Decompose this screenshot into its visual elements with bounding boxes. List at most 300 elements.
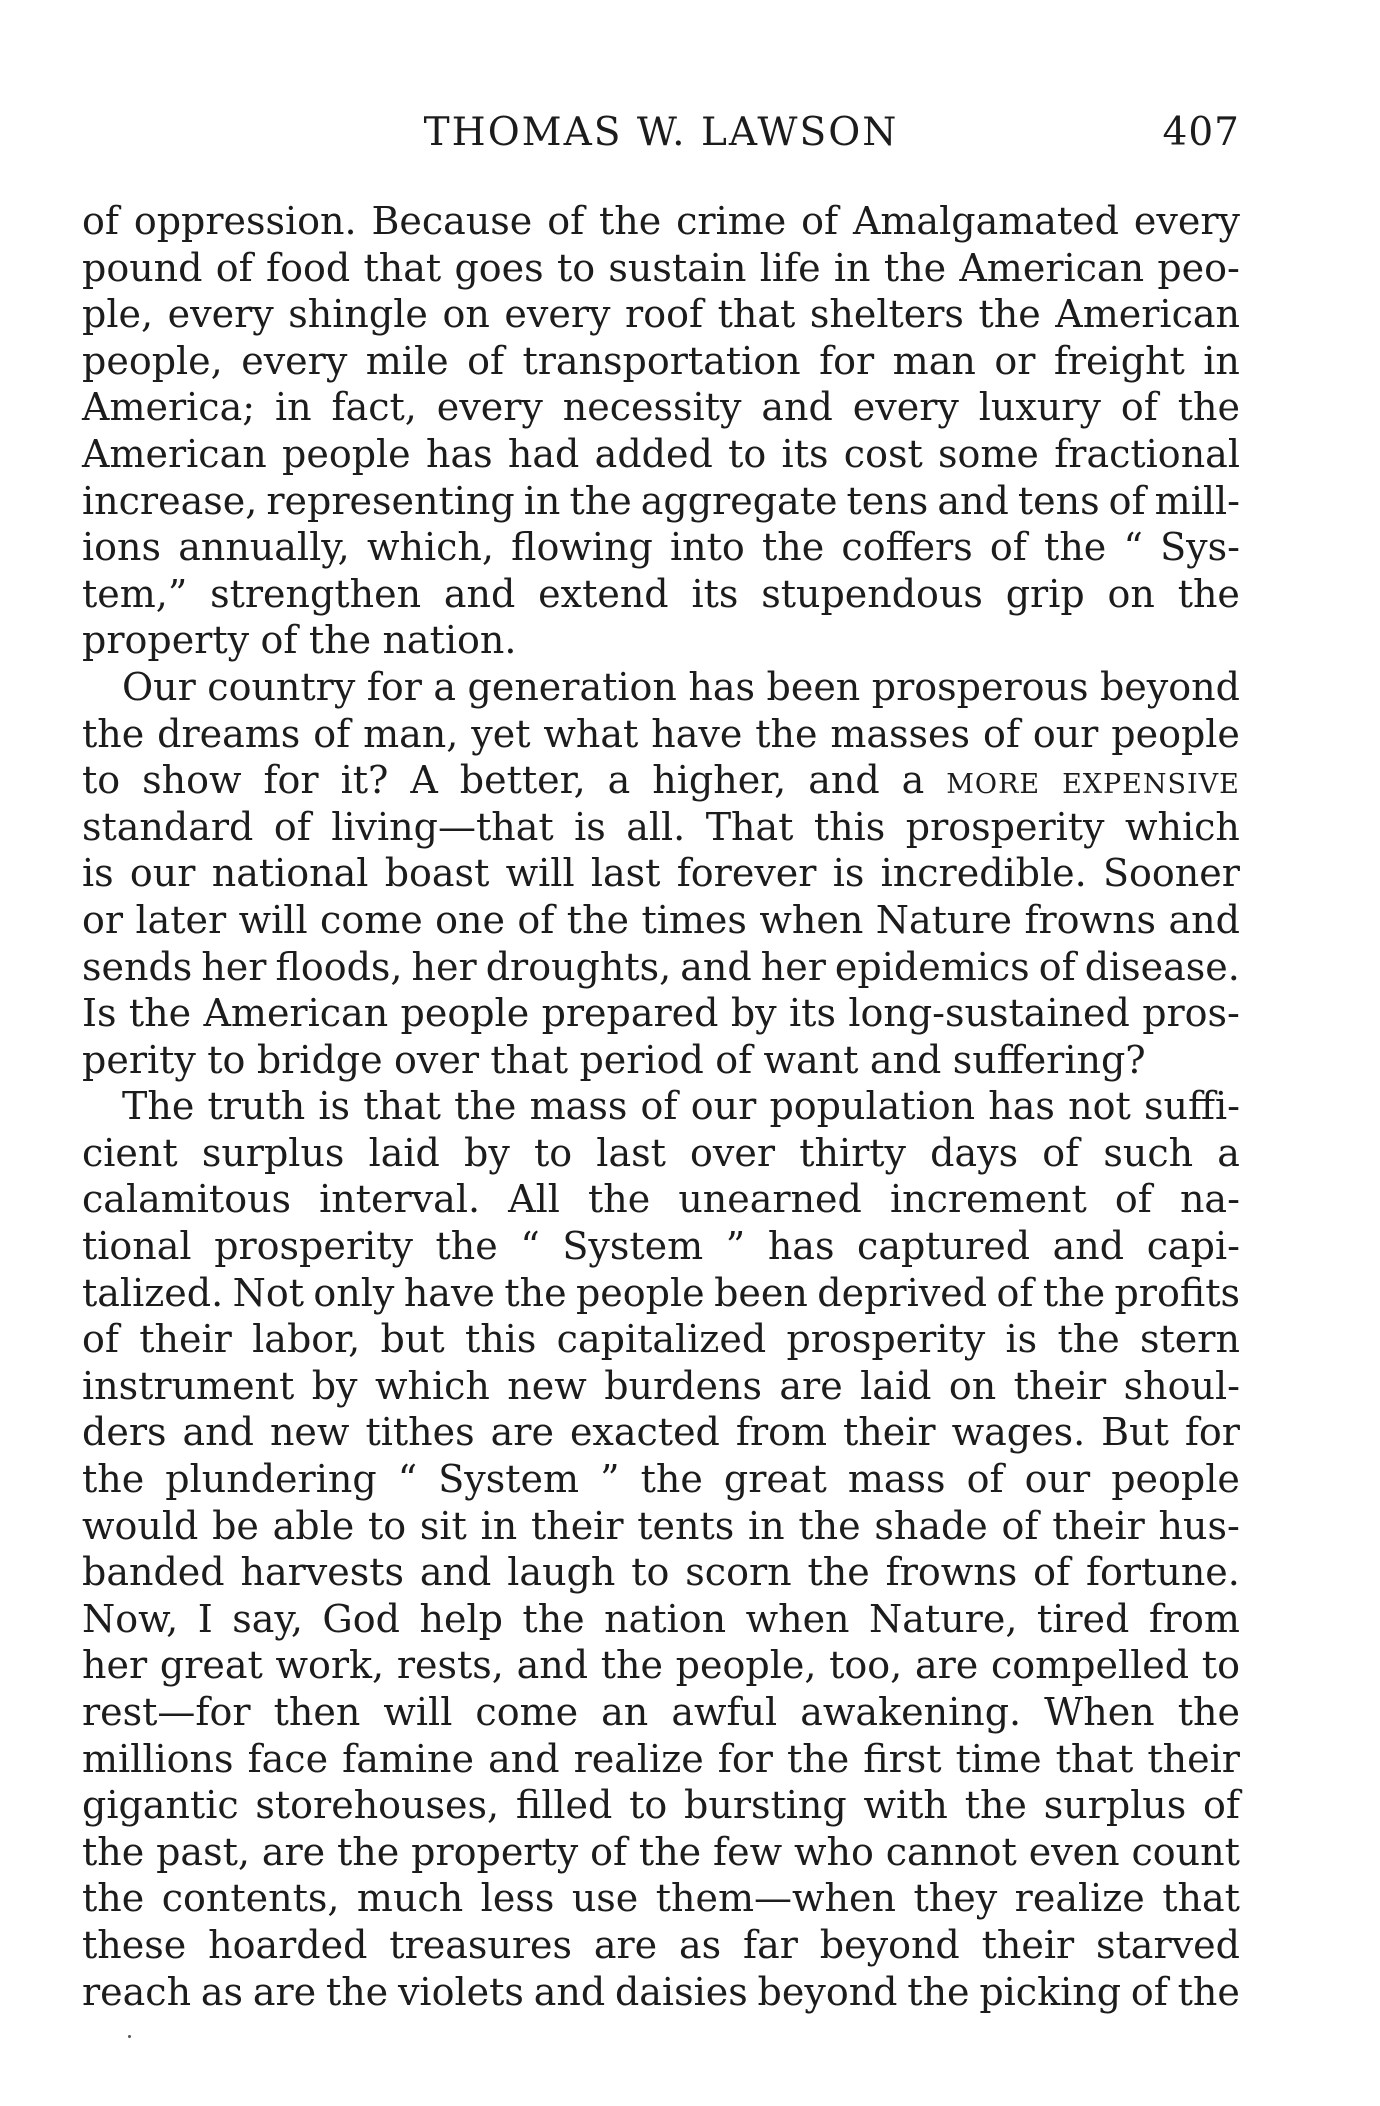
- word: crime: [676, 199, 787, 243]
- word: of: [1042, 1130, 1080, 1175]
- text-line: [82, 711, 1240, 758]
- word: long-sustained: [848, 991, 1130, 1036]
- word: American: [1055, 292, 1240, 337]
- word: of: [313, 711, 351, 756]
- text-line: [82, 1875, 1240, 1922]
- word: the: [638, 1829, 702, 1874]
- word: the: [337, 1829, 400, 1874]
- word: starved: [1096, 1922, 1240, 1967]
- word: have: [403, 1270, 495, 1315]
- word: bridge: [256, 1037, 383, 1082]
- word: profits: [1114, 1270, 1240, 1315]
- text-line: [82, 617, 1240, 664]
- word: people: [400, 991, 530, 1036]
- word: exacted: [569, 1410, 720, 1455]
- word: of: [82, 1317, 119, 1362]
- word: and: [869, 1037, 942, 1082]
- word: realize: [573, 1736, 704, 1781]
- word: of: [1108, 478, 1146, 523]
- word: say,: [232, 1596, 303, 1641]
- word: tired: [1036, 1596, 1130, 1641]
- word: of: [1203, 1783, 1240, 1828]
- word: period: [579, 1037, 704, 1082]
- word: not: [1068, 1084, 1131, 1129]
- text-line: [82, 990, 1240, 1037]
- word: more: [946, 758, 1041, 803]
- word: the: [807, 1550, 870, 1595]
- word: every: [852, 385, 959, 430]
- word: deprived: [817, 1270, 988, 1315]
- word: flowing: [511, 525, 653, 570]
- word: later: [135, 897, 227, 942]
- word: in: [833, 245, 871, 290]
- word: millions: [82, 1736, 234, 1781]
- word: stupendous: [761, 571, 983, 616]
- text-line: [82, 1736, 1240, 1783]
- word: suffering?: [952, 1037, 1146, 1082]
- word: our: [129, 851, 196, 896]
- word: first: [863, 1736, 942, 1781]
- word: the: [1177, 385, 1240, 430]
- word: last: [590, 851, 661, 896]
- word: All: [508, 1177, 560, 1222]
- word: frowns: [885, 1550, 1018, 1595]
- word: her: [82, 1643, 148, 1688]
- word: and: [443, 571, 516, 616]
- word: great: [723, 1457, 827, 1502]
- word: ”: [725, 1224, 746, 1269]
- word: of: [715, 1037, 753, 1082]
- word: to: [533, 1130, 573, 1175]
- text-line: [82, 1549, 1240, 1596]
- word: over: [394, 1037, 479, 1082]
- word: the: [907, 1969, 970, 2014]
- text-line: [82, 1083, 1240, 1130]
- word: and: [488, 1736, 560, 1781]
- word: frowns: [1024, 897, 1157, 942]
- word: a: [433, 664, 457, 709]
- word: fact,: [331, 385, 417, 430]
- word: on: [948, 1363, 997, 1408]
- word: surplus: [201, 1130, 345, 1175]
- word: beyond: [819, 1922, 960, 1967]
- word: and: [808, 758, 880, 803]
- word: perity: [82, 1037, 196, 1082]
- word: are: [914, 1643, 979, 1688]
- word: picking: [979, 1969, 1122, 2014]
- word: of: [966, 1457, 1004, 1502]
- word: the: [522, 1596, 585, 1641]
- word: captured: [857, 1224, 1031, 1269]
- text-line: [82, 1782, 1240, 1829]
- word: harvests: [240, 1550, 405, 1595]
- word: that: [363, 245, 442, 290]
- word: droughts,: [485, 944, 672, 989]
- word: the: [1177, 1690, 1240, 1734]
- word: the: [569, 478, 632, 523]
- word: epidemics: [834, 944, 1030, 989]
- word: their: [530, 1503, 624, 1548]
- word: face: [247, 1736, 329, 1781]
- word: The: [122, 1084, 195, 1129]
- word: to: [556, 245, 596, 290]
- text-line: [82, 757, 1240, 804]
- word: mass: [529, 1084, 628, 1129]
- word: and: [533, 1969, 606, 2014]
- word: every: [504, 292, 611, 337]
- word: their: [843, 1410, 936, 1455]
- word: they: [913, 1876, 998, 1921]
- word: the: [325, 1969, 389, 2014]
- word: population: [769, 1084, 976, 1129]
- word: American: [959, 245, 1145, 290]
- word: and: [680, 944, 752, 989]
- word: bursting: [684, 1783, 847, 1828]
- word: scorn: [685, 1550, 792, 1595]
- word: is: [574, 804, 606, 849]
- word: food: [266, 245, 351, 290]
- word: ions: [82, 525, 162, 570]
- word: mass: [847, 1457, 946, 1502]
- word: what: [543, 711, 639, 756]
- word: cannot: [885, 1829, 1017, 1874]
- paragraph: [82, 198, 1240, 664]
- word: contents,: [161, 1876, 340, 1921]
- word: of: [82, 199, 119, 243]
- word: a: [1217, 1130, 1240, 1175]
- word: the: [82, 1876, 145, 1921]
- word: would: [82, 1503, 199, 1548]
- word: are: [593, 1922, 658, 1967]
- word: the: [1177, 571, 1240, 616]
- word: necessity: [562, 385, 742, 430]
- word: of: [640, 1084, 678, 1129]
- word: the: [588, 1177, 651, 1222]
- text-line: [82, 1503, 1240, 1550]
- word: far: [743, 1922, 798, 1967]
- word: is: [832, 851, 865, 896]
- word: the: [308, 618, 372, 663]
- word: floods,: [275, 944, 403, 989]
- word: Sooner: [1103, 851, 1240, 896]
- word: America;: [82, 385, 256, 430]
- word: Sys-: [1160, 525, 1240, 570]
- word: that: [490, 1037, 569, 1082]
- word: shelters: [809, 292, 964, 337]
- text-line: [82, 291, 1240, 338]
- word: for: [819, 338, 875, 383]
- word: of: [273, 804, 311, 849]
- word: of: [517, 897, 555, 942]
- word: realize: [1014, 1876, 1145, 1921]
- word: national: [211, 851, 369, 896]
- word: come: [475, 1690, 579, 1734]
- text-line: [82, 1176, 1240, 1223]
- word: roof: [625, 292, 704, 337]
- word: man: [892, 338, 976, 383]
- word: who: [794, 1829, 874, 1874]
- word: which,: [366, 525, 494, 570]
- word: over: [690, 1130, 776, 1175]
- word: and: [937, 478, 1009, 523]
- text-line: [82, 384, 1240, 431]
- word: plundering: [165, 1457, 377, 1502]
- word: incredible.: [880, 851, 1087, 896]
- word: of: [982, 711, 1020, 756]
- word: famine: [342, 1736, 474, 1781]
- word: of: [1038, 944, 1076, 989]
- word: prosperous: [871, 664, 1089, 709]
- word: from: [1148, 1596, 1240, 1641]
- word: in: [480, 1503, 518, 1548]
- word: people: [1111, 711, 1240, 756]
- word: life: [759, 245, 821, 290]
- word: as: [200, 1969, 244, 2014]
- word: the: [640, 1457, 703, 1502]
- word: this: [464, 1317, 537, 1362]
- word: wages.: [951, 1410, 1086, 1455]
- word: the: [82, 711, 145, 756]
- word: Nature,: [869, 1596, 1018, 1641]
- text-line: [82, 664, 1240, 711]
- word: the: [435, 1224, 498, 1269]
- word: their: [1052, 1503, 1145, 1548]
- word: the: [599, 199, 662, 243]
- word: gigantic: [82, 1783, 239, 1828]
- word: I: [197, 1596, 213, 1641]
- word: for: [1184, 1410, 1240, 1455]
- word: treasures: [389, 1922, 572, 1967]
- word: such: [1103, 1130, 1194, 1175]
- word: great: [159, 1643, 263, 1688]
- word: better,: [459, 758, 586, 803]
- word: prepared: [541, 991, 719, 1036]
- word: That: [705, 804, 794, 849]
- word: with: [863, 1783, 948, 1828]
- text-line: [82, 1922, 1240, 1969]
- word: capitalized: [556, 1317, 767, 1362]
- word: her: [201, 944, 267, 989]
- word: for: [366, 664, 422, 709]
- word: violets: [397, 1969, 524, 2014]
- word: of: [996, 1270, 1034, 1315]
- word: when: [759, 897, 864, 942]
- word: boast: [384, 851, 490, 896]
- word: Because: [371, 199, 533, 243]
- word: increment: [889, 1177, 1087, 1222]
- word: less: [480, 1876, 555, 1921]
- word: na-: [1179, 1177, 1240, 1222]
- word: Now,: [82, 1596, 179, 1641]
- word: of: [547, 199, 585, 243]
- word: to: [728, 431, 767, 476]
- text-line: [82, 1596, 1240, 1643]
- word: by: [730, 991, 777, 1036]
- word: dreams: [157, 711, 301, 756]
- word: generation: [467, 664, 677, 709]
- word: few: [713, 1829, 783, 1874]
- word: into: [670, 525, 745, 570]
- word: ders: [82, 1410, 167, 1455]
- word: coffers: [841, 525, 973, 570]
- word: shingle: [288, 292, 428, 337]
- word: some: [938, 431, 1039, 476]
- word: of: [467, 338, 505, 383]
- word: stern: [1140, 1317, 1240, 1362]
- word: are: [261, 1829, 326, 1874]
- word: laid: [368, 1130, 440, 1175]
- word: our: [690, 1084, 757, 1129]
- word: has: [988, 1084, 1055, 1129]
- word: rest—for: [82, 1690, 251, 1734]
- word: prosperity: [214, 1224, 413, 1269]
- word: and: [419, 1550, 492, 1595]
- print-speck: [128, 2035, 131, 2038]
- word: people,: [675, 1643, 817, 1688]
- word: of: [1033, 1550, 1071, 1595]
- text-line: [82, 1223, 1240, 1270]
- word: Nature: [875, 897, 1013, 942]
- word: able: [272, 1503, 355, 1548]
- word: to: [1201, 1643, 1240, 1688]
- word: freight: [1053, 338, 1185, 383]
- word: “: [1123, 525, 1143, 570]
- word: sustain: [608, 245, 747, 290]
- text-line: [82, 1642, 1240, 1689]
- word: will: [383, 1690, 453, 1734]
- word: is: [318, 1084, 351, 1129]
- word: time: [955, 1736, 1042, 1781]
- word: people: [282, 431, 411, 476]
- word: every: [241, 338, 348, 383]
- word: prosperity: [905, 804, 1105, 849]
- word: when: [745, 1596, 850, 1641]
- word: storehouses,: [255, 1783, 500, 1828]
- text-line: [82, 198, 1240, 245]
- word: work,: [275, 1643, 385, 1688]
- word: be: [212, 1503, 259, 1548]
- word: a: [607, 758, 631, 803]
- word: then: [273, 1690, 361, 1734]
- word: banded: [82, 1550, 225, 1595]
- word: higher,: [652, 758, 787, 803]
- word: beyond: [757, 1969, 898, 2014]
- word: last: [596, 1130, 666, 1175]
- word: in: [523, 478, 561, 523]
- word: every: [1133, 199, 1240, 243]
- word: and: [761, 385, 833, 430]
- word: prosperity: [786, 1317, 986, 1362]
- word: oppression.: [133, 199, 357, 243]
- word: use: [571, 1876, 639, 1921]
- word: a: [901, 758, 925, 803]
- text-line: [82, 431, 1240, 478]
- text-line: [82, 1689, 1240, 1736]
- word: and: [182, 1410, 254, 1455]
- word: of: [215, 245, 253, 290]
- word: of: [1120, 385, 1158, 430]
- word: which: [374, 1363, 490, 1408]
- word: its: [691, 571, 739, 616]
- word: ”: [600, 1457, 620, 1502]
- word: luxury: [978, 385, 1101, 430]
- word: and: [516, 1643, 589, 1688]
- word: sit: [419, 1503, 467, 1548]
- page-number: 407: [1162, 110, 1240, 155]
- word: people: [575, 1270, 705, 1315]
- word: the: [761, 525, 825, 570]
- word: our: [1032, 711, 1099, 756]
- word: the: [82, 1829, 145, 1874]
- word: the: [82, 1457, 145, 1502]
- word: of: [260, 618, 298, 663]
- word: of: [1114, 1177, 1152, 1222]
- word: mill-: [1154, 478, 1240, 523]
- word: or: [994, 338, 1036, 383]
- word: are: [490, 1410, 554, 1455]
- word: sends: [82, 944, 193, 989]
- word: are: [779, 1363, 843, 1408]
- word: all.: [626, 804, 686, 849]
- word: expensive: [1062, 758, 1240, 803]
- word: yet: [471, 711, 531, 756]
- word: on: [1107, 571, 1155, 616]
- word: tem,”: [82, 571, 188, 616]
- word: laugh: [507, 1550, 616, 1595]
- word: will: [238, 897, 308, 942]
- word: Amalgamated: [852, 199, 1119, 243]
- word: them—when: [655, 1876, 896, 1921]
- word: the: [883, 245, 947, 290]
- word: increase,: [82, 478, 258, 523]
- paragraph: [82, 664, 1240, 1083]
- word: new: [269, 1410, 350, 1455]
- word: tional: [82, 1224, 192, 1269]
- text-line: [82, 571, 1240, 618]
- word: that: [363, 1084, 441, 1129]
- word: disease.: [1084, 944, 1240, 989]
- word: the: [978, 292, 1041, 337]
- word: to: [629, 1783, 668, 1828]
- word: want: [763, 1037, 859, 1082]
- word: which: [1124, 804, 1240, 849]
- body-text: [82, 198, 1240, 2015]
- word: one: [435, 897, 505, 942]
- word: every: [436, 385, 543, 430]
- word: talized.: [82, 1270, 224, 1315]
- word: cost: [843, 431, 923, 476]
- word: System: [562, 1224, 704, 1269]
- word: annually,: [178, 525, 350, 570]
- word: had: [507, 431, 580, 476]
- word: new: [507, 1363, 587, 1408]
- word: an: [601, 1690, 649, 1734]
- word: “: [397, 1457, 418, 1502]
- text-line: [82, 1037, 1240, 1084]
- word: the: [786, 1736, 850, 1781]
- word: their: [1013, 1363, 1107, 1408]
- word: capi-: [1146, 1224, 1240, 1269]
- word: for: [717, 1736, 773, 1781]
- word: on: [442, 292, 490, 337]
- word: by: [464, 1130, 510, 1175]
- word: but: [380, 1317, 445, 1362]
- word: is: [82, 851, 114, 896]
- word: the: [128, 991, 192, 1036]
- word: shoul-: [1123, 1363, 1240, 1408]
- word: A: [410, 758, 438, 803]
- word: the: [1177, 1969, 1240, 2014]
